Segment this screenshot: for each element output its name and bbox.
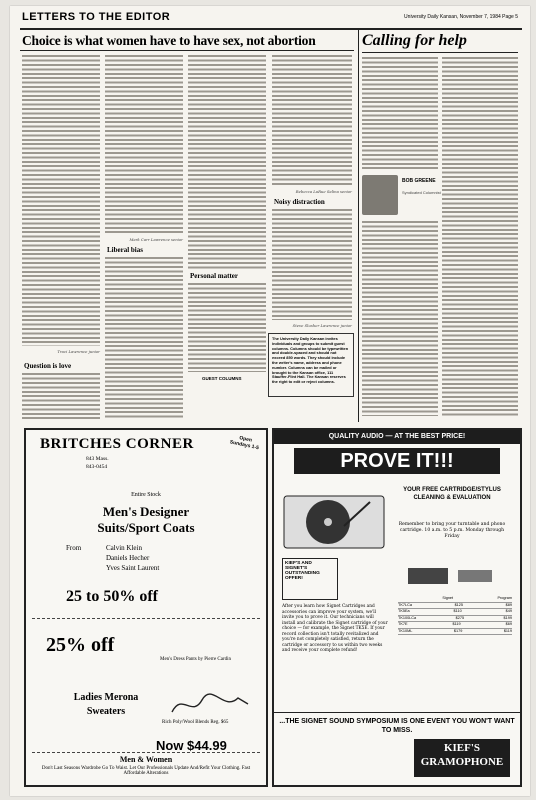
sweater-title-2: Sweaters: [86, 706, 126, 717]
letter-column-2: [105, 54, 183, 234]
columnist-role: Syndicated Columnist: [402, 190, 441, 195]
signature-3: Rebecca LaRue Salina senior: [295, 189, 352, 194]
letter-column-1: [22, 54, 100, 346]
britches-corner-ad: [24, 428, 268, 787]
letters-headline: Choice is what women have to have sex, not abortion: [22, 33, 316, 48]
brand-2: Daniels Hecher: [106, 554, 150, 562]
publication-info: University Daily Kansan, November 7, 1984 Page 5: [404, 14, 518, 20]
page-header: [20, 12, 522, 30]
columnist-photo: [362, 175, 398, 215]
signet-symposium: ...THE SIGNET SOUND SYMPOSIUM IS ONE EVENT YOU WON'T WANT TO MISS.: [274, 712, 520, 735]
column-text-3: [362, 220, 438, 416]
discount-range: 25 to 50% off: [66, 588, 158, 605]
store-address: 843 Mass.: [86, 456, 109, 462]
table-row: TK7LCa $125 $89: [398, 603, 512, 610]
divider-1: [32, 618, 260, 619]
ad-banner: QUALITY AUDIO — AT THE BEST PRICE!: [274, 430, 520, 444]
offer-body: After you learn how Signet Cartridges and accessories can improve your system, we'll invite you to prove it. Our technicians will install and calibrate the Signet cartridge of your choice — for example, the Signet TK5E. If your record collection isn't totally revitalized and you're not completely satisfied, return the cartridge or accessory to us within two weeks and receive your complete refund!: [282, 604, 388, 653]
brand-3: Yves Saint Laurent: [106, 564, 160, 572]
table-header: Signet Program: [398, 596, 512, 603]
sweater-title-1: Ladies Merona: [73, 692, 139, 703]
table-row: TK7E $119 $69: [398, 622, 512, 629]
cartridge-illustration: [398, 562, 512, 590]
table-row: TK100LCa $275 $199: [398, 616, 512, 623]
signature-4: Steve Slusher Lawrence junior: [292, 323, 352, 328]
sweater-price: Now $44.99: [156, 738, 227, 753]
store-name: BRITCHES CORNER: [40, 436, 194, 452]
table-row: TK10ML $179 $119: [398, 629, 512, 636]
price-table: [398, 596, 512, 635]
kiefs-offer: KIEF'S AND SIGNET'S OUTSTANDING OFFER!: [282, 558, 338, 600]
men-women: Men & Women: [119, 755, 173, 764]
guest-column-policy: The University Daily Kansan invites individuals and groups to submit guest columns. Columns should be typewritten and double-spaced and should not exceed 850 words. They should include the writer's name, address and phone number. Columns can be mailed or brought to the Kansan office, 111 Stauffer-Flint Hall. The Kansan reserves the right to edit or reject columns.: [268, 333, 354, 397]
guest-columns-label: GUEST COLUMNS: [202, 376, 242, 381]
subhead-question-love: Question is love: [24, 362, 72, 370]
letter-personal-matter: [188, 282, 266, 372]
headline-rule: [20, 50, 354, 51]
alterations-text: Don't Last Seasons Wardrobe Go To Waist. Let Our Professionals Update And/Refit Your Clothing. Fast Affordable Alterations: [41, 766, 251, 776]
column-text-1: [362, 56, 438, 171]
letter-question-love: [22, 372, 100, 420]
column-title-rule: [362, 52, 518, 53]
suits-title-2: Suits/Sport Coats: [97, 520, 195, 535]
turntable-illustration: [282, 482, 386, 552]
newspaper-page: [10, 6, 530, 796]
subhead-personal-matter: Personal matter: [190, 272, 239, 280]
free-offer: YOUR FREE CARTRIDGE/STYLUS CLEANING & EVALUATION: [403, 487, 501, 501]
letter-liberal-bias: [105, 256, 183, 420]
signature-2: Mark Carr Lawrence senior: [129, 237, 183, 242]
column-text-2: [442, 56, 518, 416]
signature-1: Traci Lawrence junior: [57, 349, 100, 354]
store-logo-line-2: GRAMOPHONE: [420, 756, 504, 768]
section-title: LETTERS TO THE EDITOR: [22, 11, 171, 23]
column-divider: [358, 30, 359, 422]
sweater-info: Rich Poly/Wool Blends Reg. $65: [162, 720, 229, 725]
letter-column-3: [188, 54, 266, 269]
store-logo: [414, 739, 510, 777]
subhead-liberal-bias: Liberal bias: [107, 246, 143, 254]
brand-1: Calvin Klein: [106, 544, 142, 552]
column-title: Calling for help: [362, 32, 467, 49]
discount-25: 25% off: [46, 634, 115, 656]
store-hours: Open Sundays 1-5: [229, 435, 260, 452]
letter-column-4: [272, 54, 352, 186]
columnist-name: BOB GREENE: [402, 178, 436, 184]
from-label: From: [66, 544, 82, 552]
kiefs-audio-ad: [272, 428, 522, 787]
table-row: TK5Ea $110 $49: [398, 609, 512, 616]
letter-noisy-distraction: [272, 208, 352, 320]
suits-title-1: Men's Designer: [102, 504, 190, 519]
subhead-noisy-distraction: Noisy distraction: [274, 198, 325, 206]
remember-text: Remember to bring your turntable and phono cartridge. 10 a.m. to 5 p.m. Monday through Friday: [398, 522, 506, 539]
entire-stock: Entire Stock: [131, 492, 161, 498]
dress-pants: Men's Dress Pants by Pierre Cardin: [160, 657, 232, 662]
store-phone: 843-0454: [86, 464, 108, 470]
divider-2: [32, 752, 260, 753]
store-logo-line-1: KIEF'S: [443, 742, 481, 754]
ad-headline: PROVE IT!!!: [294, 448, 500, 474]
